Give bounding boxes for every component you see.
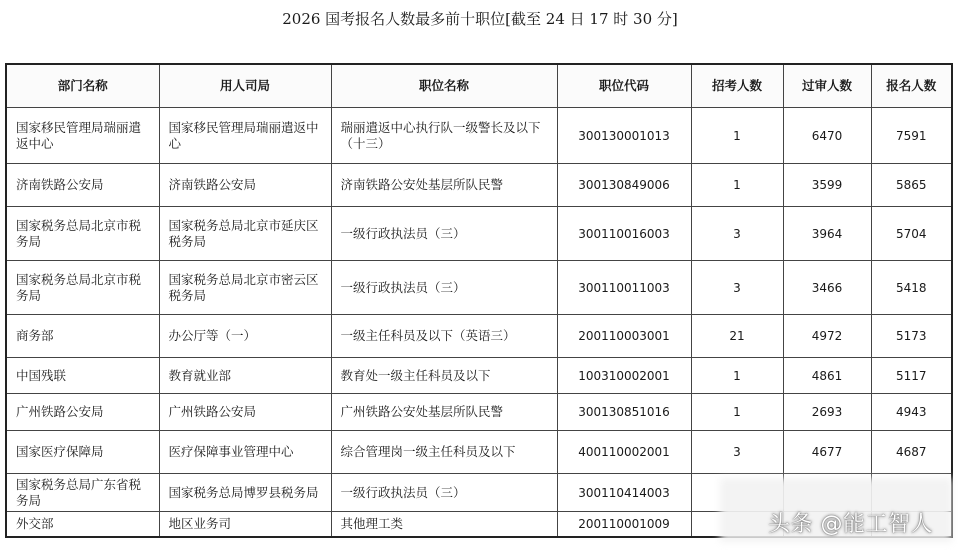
table-row	[6, 261, 952, 315]
cell-applicants: 5173	[871, 315, 952, 358]
cell-bureau: 广州铁路公安局	[159, 394, 331, 431]
table-row	[6, 207, 952, 261]
cell-quota: 3	[691, 431, 783, 474]
watermark: 头条 @能工智人	[768, 512, 933, 537]
cell-code: 300130849006	[557, 164, 691, 207]
cell-applicants: 4687	[871, 431, 952, 474]
column-header-bureau: 用人司局	[159, 64, 331, 108]
cell-approved: 6470	[783, 108, 871, 164]
cell-dept: 广州铁路公安局	[6, 394, 159, 431]
cell-bureau: 地区业务司	[159, 512, 331, 538]
page-title: 2026 国考报名人数最多前十职位[截至 24 日 17 时 30 分]	[282, 10, 678, 28]
cell-dept: 国家税务总局广东省税务局	[6, 474, 159, 512]
cell-quota: 21	[691, 315, 783, 358]
cell-approved: 3599	[783, 164, 871, 207]
cell-bureau: 国家税务总局北京市密云区税务局	[159, 261, 331, 315]
cell-position: 广州铁路公安处基层所队民警	[331, 394, 557, 431]
cell-applicants: 5704	[871, 207, 952, 261]
cell-bureau: 办公厅等（一）	[159, 315, 331, 358]
cell-code: 100310002001	[557, 358, 691, 394]
cell-approved: 3466	[783, 261, 871, 315]
cell-position: 一级行政执法员（三）	[331, 261, 557, 315]
cell-quota: 1	[691, 108, 783, 164]
cell-bureau: 教育就业部	[159, 358, 331, 394]
cell-approved: 4861	[783, 358, 871, 394]
cell-applicants: 5418	[871, 261, 952, 315]
cell-position: 教育处一级主任科员及以下	[331, 358, 557, 394]
cell-dept: 外交部	[6, 512, 159, 538]
cell-approved: 4972	[783, 315, 871, 358]
cell-code: 200110001009	[557, 512, 691, 538]
cell-code: 300110414003	[557, 474, 691, 512]
cell-position: 瑞丽遣返中心执行队一级警长及以下（十三）	[331, 108, 557, 164]
cell-applicants: 5865	[871, 164, 952, 207]
cell-quota: 3	[691, 261, 783, 315]
positions-table	[5, 63, 953, 538]
cell-bureau: 国家移民管理局瑞丽遣返中心	[159, 108, 331, 164]
table-row	[6, 431, 952, 474]
column-header-dept: 部门名称	[6, 64, 159, 108]
cell-approved: 4677	[783, 431, 871, 474]
column-header-quota: 招考人数	[691, 64, 783, 108]
column-header-applicants: 报名人数	[871, 64, 952, 108]
cell-bureau: 国家税务总局北京市延庆区税务局	[159, 207, 331, 261]
cell-dept: 中国残联	[6, 358, 159, 394]
cell-applicants: 7591	[871, 108, 952, 164]
table-row	[6, 108, 952, 164]
table-header-row	[6, 64, 952, 108]
cell-position: 其他理工类	[331, 512, 557, 538]
cell-code: 300130001013	[557, 108, 691, 164]
cell-dept: 国家税务总局北京市税务局	[6, 261, 159, 315]
cell-code: 300110016003	[557, 207, 691, 261]
cell-position: 一级行政执法员（三）	[331, 207, 557, 261]
column-header-code: 职位代码	[557, 64, 691, 108]
cell-bureau: 国家税务总局博罗县税务局	[159, 474, 331, 512]
table-row	[6, 394, 952, 431]
cell-dept: 国家医疗保障局	[6, 431, 159, 474]
cell-code: 300110011003	[557, 261, 691, 315]
cell-quota: 1	[691, 394, 783, 431]
table-row	[6, 315, 952, 358]
cell-approved: 3964	[783, 207, 871, 261]
cell-dept: 国家税务总局北京市税务局	[6, 207, 159, 261]
cell-code: 300130851016	[557, 394, 691, 431]
cell-quota: 3	[691, 207, 783, 261]
cell-code: 400110002001	[557, 431, 691, 474]
table-row	[6, 358, 952, 394]
cell-quota: 1	[691, 164, 783, 207]
cell-position: 一级行政执法员（三）	[331, 474, 557, 512]
table-row	[6, 164, 952, 207]
cell-dept: 济南铁路公安局	[6, 164, 159, 207]
column-header-position: 职位名称	[331, 64, 557, 108]
cell-applicants: 5117	[871, 358, 952, 394]
cell-quota: 1	[691, 358, 783, 394]
cell-bureau: 医疗保障事业管理中心	[159, 431, 331, 474]
cell-dept: 国家移民管理局瑞丽遣返中心	[6, 108, 159, 164]
cell-position: 综合管理岗一级主任科员及以下	[331, 431, 557, 474]
cell-approved: 2693	[783, 394, 871, 431]
cell-dept: 商务部	[6, 315, 159, 358]
cell-bureau: 济南铁路公安局	[159, 164, 331, 207]
column-header-approved: 过审人数	[783, 64, 871, 108]
cell-applicants: 4943	[871, 394, 952, 431]
cell-position: 济南铁路公安处基层所队民警	[331, 164, 557, 207]
cell-position: 一级主任科员及以下（英语三）	[331, 315, 557, 358]
cell-code: 200110003001	[557, 315, 691, 358]
